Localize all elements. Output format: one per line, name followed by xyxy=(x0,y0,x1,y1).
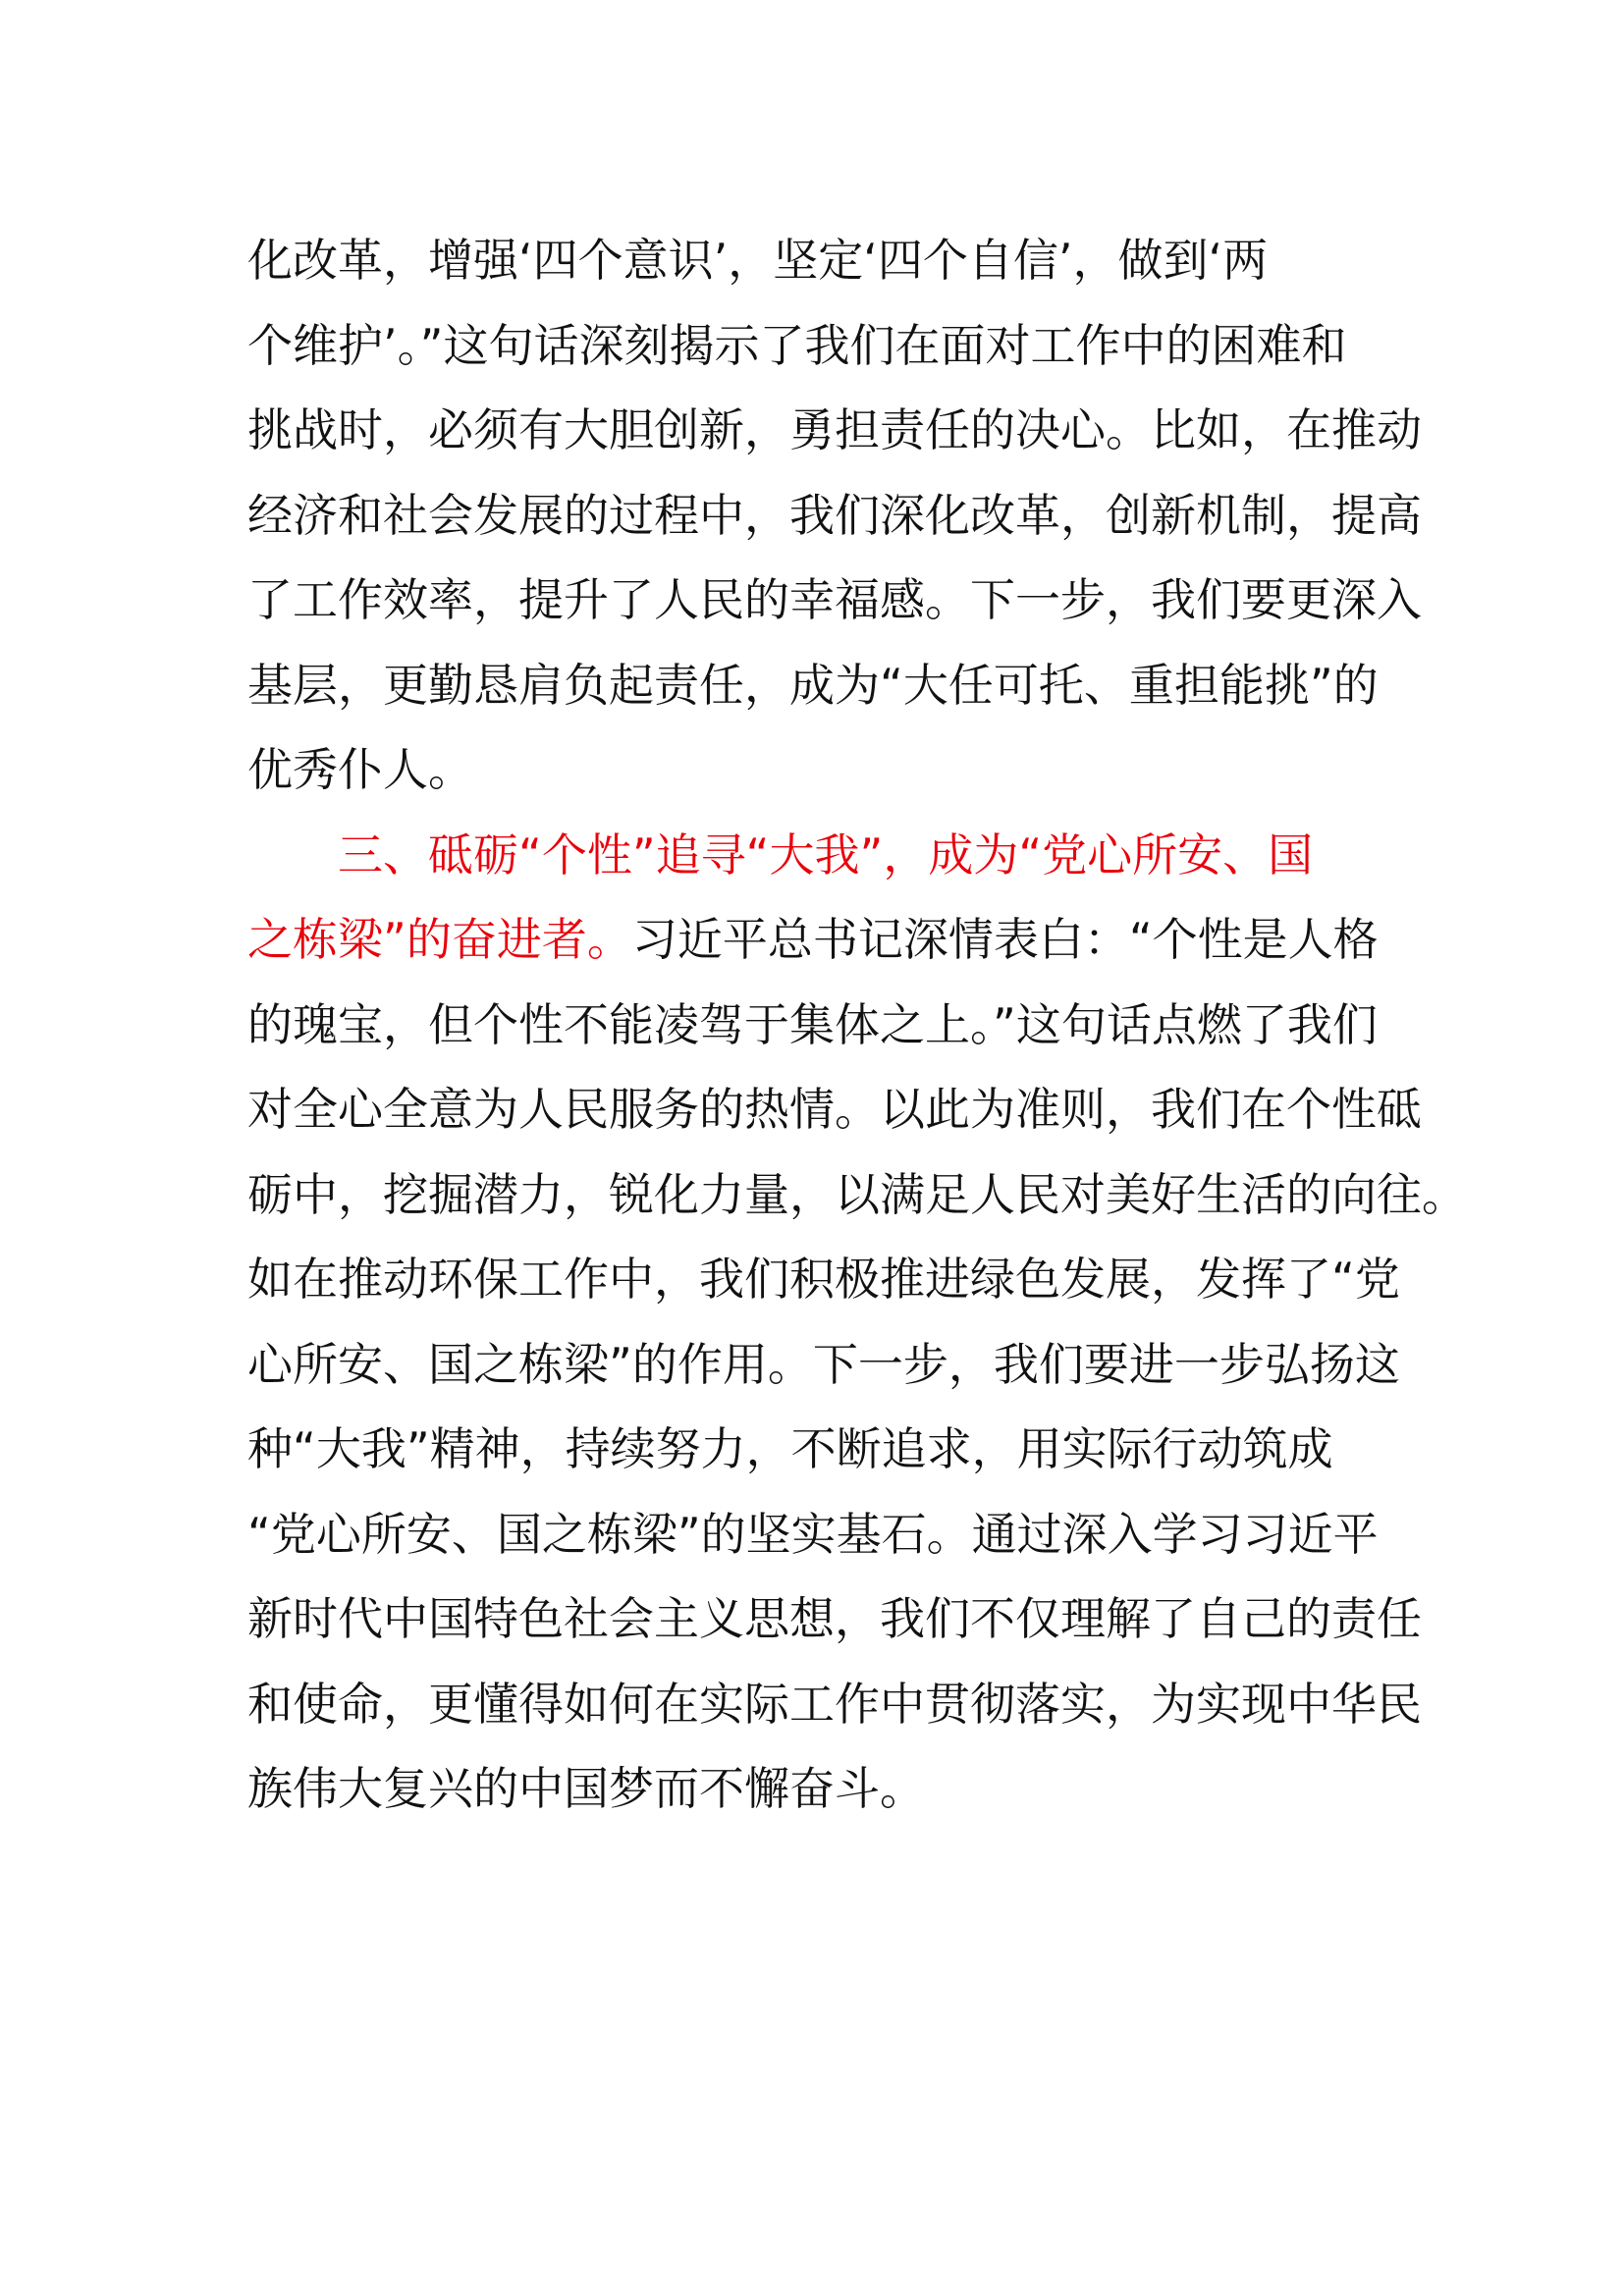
text-line: 种“大我”精神，持续努力，不断追求，用实际行动筑成 xyxy=(247,1422,1333,1475)
text-line xyxy=(247,897,1379,983)
text-line: 新时代中国特色社会主义思想，我们不仅理解了自己的责任 xyxy=(247,1592,1422,1645)
text-line: 的瑰宝，但个性不能凌驾于集体之上。”这句话点燃了我们 xyxy=(247,997,1378,1051)
text-line: 个维护’。”这句话深刻揭示了我们在面对工作中的困难和 xyxy=(247,318,1347,372)
text-segment: 习近平总书记深情表白：“个性是人格 xyxy=(631,913,1379,966)
paragraph-2 xyxy=(247,813,1467,1832)
text-line: 挑战时，必须有大胆创新，勇担责任的决心。比如，在推动 xyxy=(247,403,1422,456)
text-line: 优秀仆人。 xyxy=(247,743,473,796)
text-line: 心所安、国之栋梁”的作用。下一步，我们要进一步弘扬这 xyxy=(247,1337,1400,1391)
text-line: 砺中，挖掘潜力，锐化力量，以满足人民对美好生活的向往。 xyxy=(247,1167,1467,1221)
text-line: 了工作效率，提升了人民的幸福感。下一步，我们要更深入 xyxy=(247,573,1422,626)
text-line: 化改革，增强‘四个意识’，坚定‘四个自信’，做到‘两 xyxy=(247,234,1269,287)
text-line: “党心所安、国之栋梁”的坚实基石。通过深入学习习近平 xyxy=(247,1507,1379,1561)
text-line: 对全心全意为人民服务的热情。以此为准则，我们在个性砥 xyxy=(247,1083,1422,1136)
text-line: 基层，更勤恳肩负起责任，成为“大任可托、重担能挑”的 xyxy=(247,658,1379,712)
text-line: 族伟大复兴的中国梦而不懈奋斗。 xyxy=(247,1762,925,1815)
text-line: 经济和社会发展的过程中，我们深化改革，创新机制，提高 xyxy=(247,488,1422,542)
section-heading-tail: 之栋梁”的奋进者。 xyxy=(247,913,632,966)
text-line: 和使命，更懂得如何在实际工作中贯彻落实，为实现中华民 xyxy=(247,1677,1422,1731)
document-body xyxy=(247,218,1467,1832)
section-heading-line: 三、砥砺“个性”追寻“大我”，成为“党心所安、国 xyxy=(338,828,1314,881)
text-line: 如在推动环保工作中，我们积极推进绿色发展，发挥了“党 xyxy=(247,1253,1400,1306)
paragraph-1 xyxy=(247,218,1422,813)
